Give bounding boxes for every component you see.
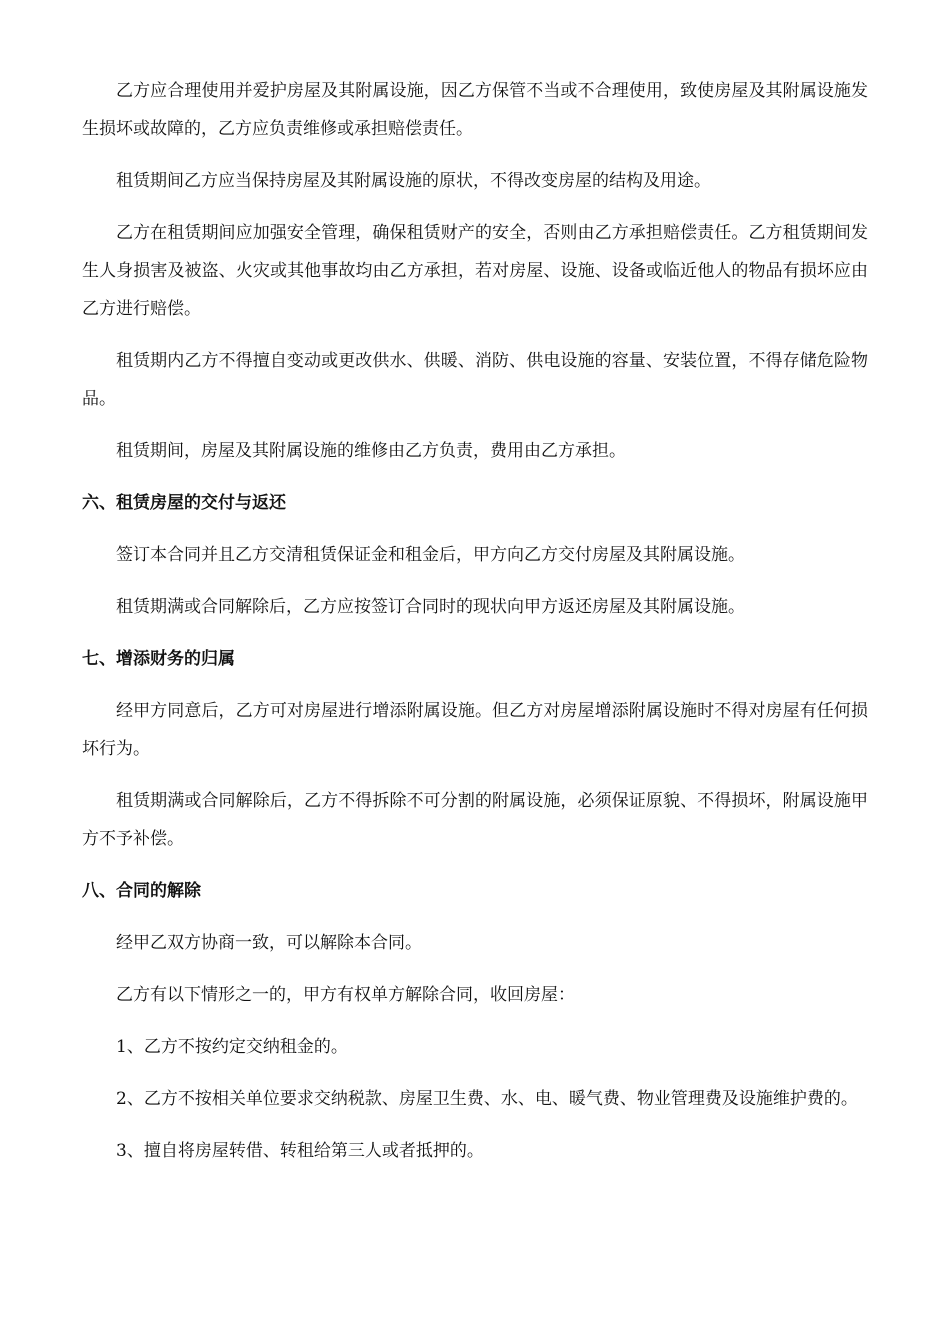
paragraph: 经甲方同意后，乙方可对房屋进行增添附属设施。但乙方对房屋增添附属设施时不得对房屋有任何损坏行为。 <box>82 701 868 759</box>
paragraph: 签订本合同并且乙方交清租赁保证金和租金后，甲方向乙方交付房屋及其附属设施。 <box>116 545 745 565</box>
list-item: 1、乙方不按约定交纳租金的。 <box>116 1037 348 1057</box>
section-heading-added-property: 七、增添财务的归属 <box>82 649 235 669</box>
list-item: 3、擅自将房屋转借、转租给第三人或者抵押的。 <box>116 1141 484 1161</box>
paragraph: 租赁期满或合同解除后，乙方不得拆除不可分割的附属设施，必须保证原貌、不得损坏，附属设施甲方不予补偿。 <box>82 791 868 849</box>
section-heading-delivery-return: 六、租赁房屋的交付与返还 <box>82 493 286 513</box>
paragraph: 经甲乙双方协商一致，可以解除本合同。 <box>116 933 422 953</box>
section-heading-termination: 八、合同的解除 <box>82 881 201 901</box>
paragraph: 租赁期间，房屋及其附属设施的维修由乙方负责，费用由乙方承担。 <box>116 441 626 461</box>
list-item: 2、乙方不按相关单位要求交纳税款、房屋卫生费、水、电、暖气费、物业管理费及设施维护费的。 <box>116 1089 858 1109</box>
paragraph: 乙方在租赁期间应加强安全管理，确保租赁财产的安全，否则由乙方承担赔偿责任。乙方租赁期间发生人身损害及被盗、火灾或其他事故均由乙方承担，若对房屋、设施、设备或临近他人的物品有损坏应由乙方进行赔偿。 <box>82 223 868 319</box>
paragraph: 租赁期间乙方应当保持房屋及其附属设施的原状，不得改变房屋的结构及用途。 <box>116 171 711 191</box>
paragraph: 乙方应合理使用并爱护房屋及其附属设施，因乙方保管不当或不合理使用，致使房屋及其附属设施发生损坏或故障的，乙方应负责维修或承担赔偿责任。 <box>82 81 868 139</box>
paragraph: 乙方有以下情形之一的，甲方有权单方解除合同，收回房屋： <box>116 985 575 1005</box>
paragraph: 租赁期内乙方不得擅自变动或更改供水、供暖、消防、供电设施的容量、安装位置，不得存储危险物品。 <box>82 351 868 409</box>
paragraph: 租赁期满或合同解除后，乙方应按签订合同时的现状向甲方返还房屋及其附属设施。 <box>116 597 745 617</box>
